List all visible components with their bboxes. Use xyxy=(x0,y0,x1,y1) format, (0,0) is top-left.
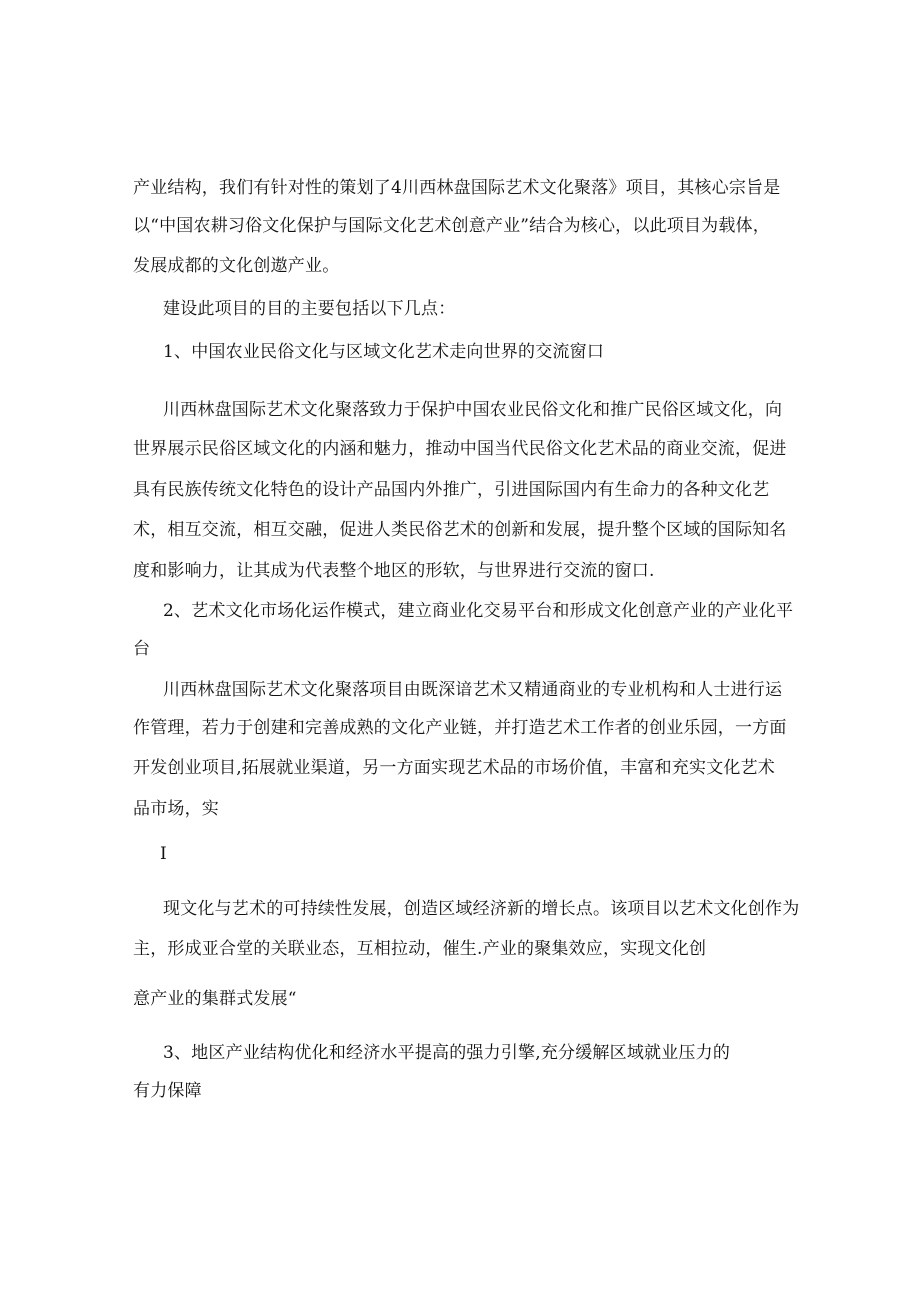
section-1-body-line: 度和影响力，让其成为代表整个地区的形软，与世界进行交流的窗口. xyxy=(133,561,655,581)
stray-mark: I xyxy=(160,844,167,864)
section-2-body-cont-line: 现文化与艺术的可持续性发展，创造区域经济新的增长点。该项目以艺术文化创作为 xyxy=(163,899,800,919)
section-1-heading: 1、中国农业民俗文化与区域文化艺术走向世界的交流窗口 xyxy=(163,342,605,362)
intro-line-3: 发展成都的文化创遨产业。 xyxy=(133,256,340,276)
section-2-body-line: 开发创业项目,拓展就业渠道，另一方面实现艺术品的市场价值，丰富和充实文化艺术 xyxy=(133,758,776,778)
purpose-intro: 建设此项目的目的主要包括以下几点： xyxy=(163,299,456,319)
section-2-body-cont-line: 主，形成亚合堂的关联业态，互相拉动，催生.产业的聚集效应，实现文化创 xyxy=(133,939,707,959)
section-3-heading-line-2: 有力保障 xyxy=(133,1081,202,1101)
section-2-body-line: 川西林盘国际艺术文化聚落项目由既深谙艺术又精通商业的专业机构和人士进行运 xyxy=(163,680,783,700)
section-1-body-line: 术，相互交流，相互交融，促进人类民俗艺术的创新和发展，提升整个区域的国际知名 xyxy=(133,520,787,540)
intro-line-2: 以“中国农耕习俗文化保护与国际文化艺术创意产业”结合为核心，以此项目为载体， xyxy=(133,216,770,236)
section-1-body-line: 世界展示民俗区域文化的内涵和魅力，推动中国当代民俗文化艺术品的商业交流，促进 xyxy=(133,439,787,459)
section-3-heading-line-1: 3、地区产业结构优化和经济水平提高的强力引擎,充分缓解区域就业压力的 xyxy=(163,1043,731,1063)
section-2-heading-line-1: 2、艺术文化市场化运作模式，建立商业化交易平台和形成文化创意产业的产业化平 xyxy=(163,601,794,621)
intro-line-1: 产业结构，我们有针对性的策划了4川西林盘国际艺术文化聚落》项目，其核心宗旨是 xyxy=(133,178,781,198)
section-2-body-line: 作管理，若力于创建和完善成熟的文化产业链，并打造艺术工作者的创业乐园，一方面 xyxy=(133,718,787,738)
section-2-body-line: 品市场，实 xyxy=(133,799,219,819)
section-2-body-cont-line: 意产业的集群式发展“ xyxy=(133,989,297,1009)
section-1-body-line: 川西林盘国际艺术文化聚落致力于保护中国农业民俗文化和推广民俗区域文化，向 xyxy=(163,400,783,420)
section-2-heading-line-2: 台 xyxy=(133,639,151,659)
section-1-body-line: 具有民族传统文化特色的设计产品国内外推广，引进国际国内有生命力的各种文化艺 xyxy=(133,480,770,500)
